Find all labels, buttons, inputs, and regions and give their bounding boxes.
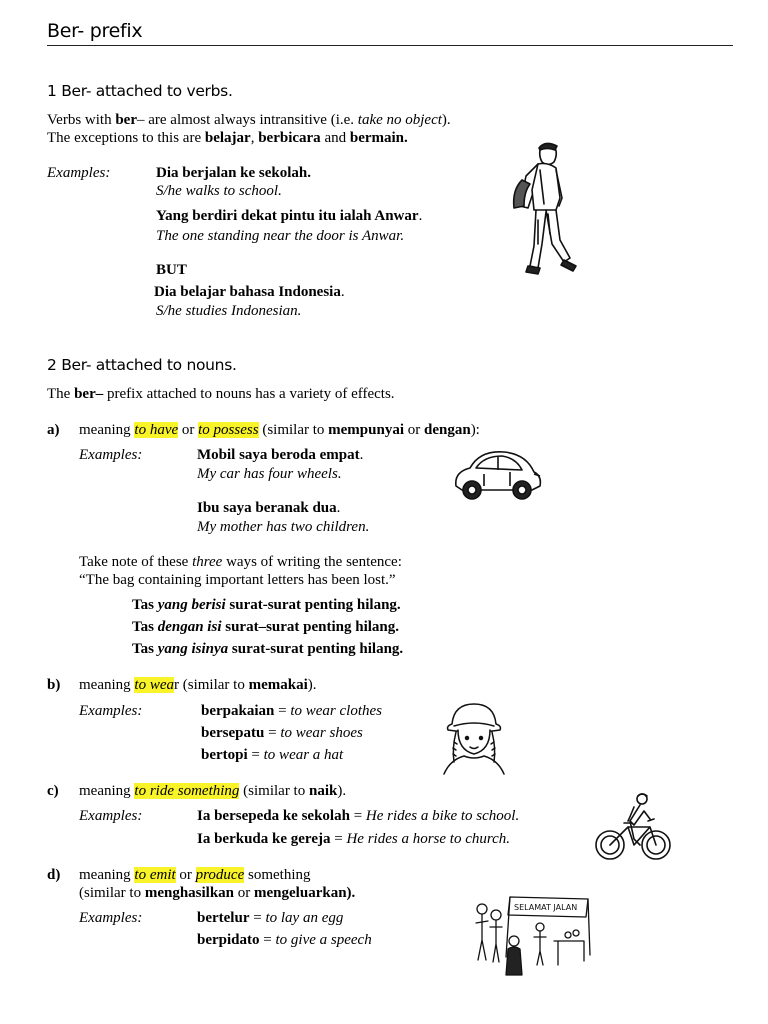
s1-example-2: Yang berdiri dekat pintu itu ialah Anwar. bbox=[156, 208, 423, 224]
s2-d-examples-label: Examples: bbox=[79, 910, 143, 926]
s1-intro-line-2: The exceptions to this are belajar, berbicara and bermain. bbox=[47, 130, 408, 146]
s2-a-note-1: Take note of these three ways of writing the sentence: bbox=[79, 554, 402, 570]
s2-a-tas-3: Tas yang isinya surat-surat penting hilang. bbox=[132, 641, 404, 657]
s2-b-examples-label: Examples: bbox=[79, 703, 143, 719]
walking-student-illustration bbox=[508, 140, 583, 280]
s2-a-example-2: Ibu saya beranak dua. bbox=[197, 500, 341, 516]
s1-example-3: Dia belajar bahasa Indonesia. bbox=[154, 284, 345, 300]
s2-a-tas-1: Tas yang berisi surat-surat penting hilang. bbox=[132, 597, 401, 613]
s2-b-example-1: berpakaian = to wear clothes bbox=[201, 703, 382, 719]
s1-but: BUT bbox=[156, 262, 187, 278]
s2-c-examples-label: Examples: bbox=[79, 808, 143, 824]
s2-a-example-1-translation: My car has four wheels. bbox=[197, 466, 342, 482]
section-1-heading: 1 Ber- attached to verbs. bbox=[47, 82, 233, 100]
s2-intro: The ber– prefix attached to nouns has a variety of effects. bbox=[47, 386, 395, 402]
car-illustration bbox=[450, 448, 544, 504]
s2-d-example-2: berpidato = to give a speech bbox=[197, 932, 372, 948]
s2-b-meaning: meaning to wear (similar to memakai). bbox=[79, 677, 317, 693]
s1-example-1-translation: S/he walks to school. bbox=[156, 183, 282, 199]
s2-b-example-2: bersepatu = to wear shoes bbox=[201, 725, 363, 741]
s2-d-letter: d) bbox=[47, 867, 61, 883]
s2-a-examples-label: Examples: bbox=[79, 447, 143, 463]
girl-with-hat-illustration bbox=[442, 702, 506, 776]
speech-scene-illustration bbox=[470, 893, 592, 983]
section-2-heading: 2 Ber- attached to nouns. bbox=[47, 356, 237, 374]
s2-d-meaning: meaning to emit or produce something bbox=[79, 867, 311, 883]
s1-example-3-translation: S/he studies Indonesian. bbox=[156, 303, 302, 319]
s2-d-example-1: bertelur = to lay an egg bbox=[197, 910, 344, 926]
s2-a-letter: a) bbox=[47, 422, 60, 438]
s2-a-note-2: “The bag containing important letters has been lost.” bbox=[79, 572, 396, 588]
s2-c-meaning: meaning to ride something (similar to naik). bbox=[79, 783, 347, 799]
s2-b-example-3: bertopi = to wear a hat bbox=[201, 747, 344, 763]
s2-a-example-1: Mobil saya beroda empat. bbox=[197, 447, 364, 463]
title-rule bbox=[47, 45, 733, 46]
s2-c-letter: c) bbox=[47, 783, 59, 799]
s2-c-example-2: Ia berkuda ke gereja = He rides a horse to church. bbox=[197, 831, 511, 847]
page-title: Ber- prefix bbox=[47, 20, 143, 42]
s2-c-example-1: Ia bersepeda ke sekolah = He rides a bike to school. bbox=[197, 808, 520, 824]
s1-intro-line-1: Verbs with ber– are almost always intransitive (i.e. take no object). bbox=[47, 112, 451, 128]
cyclist-illustration bbox=[594, 793, 674, 863]
s1-example-2-translation: The one standing near the door is Anwar. bbox=[156, 228, 405, 244]
banner-text: SELAMAT JALAN bbox=[514, 903, 578, 912]
s2-a-meaning: meaning to have or to possess (similar to mempunyai or dengan): bbox=[79, 422, 480, 438]
s2-b-letter: b) bbox=[47, 677, 61, 693]
s2-a-example-2-translation: My mother has two children. bbox=[197, 519, 370, 535]
s1-example-1: Dia berjalan ke sekolah. bbox=[156, 165, 312, 181]
s2-d-meaning-line-2: (similar to menghasilkan or mengeluarkan). bbox=[79, 885, 356, 901]
s2-a-tas-2: Tas dengan isi surat–surat penting hilang. bbox=[132, 619, 400, 635]
s1-examples-label: Examples: bbox=[47, 165, 111, 181]
